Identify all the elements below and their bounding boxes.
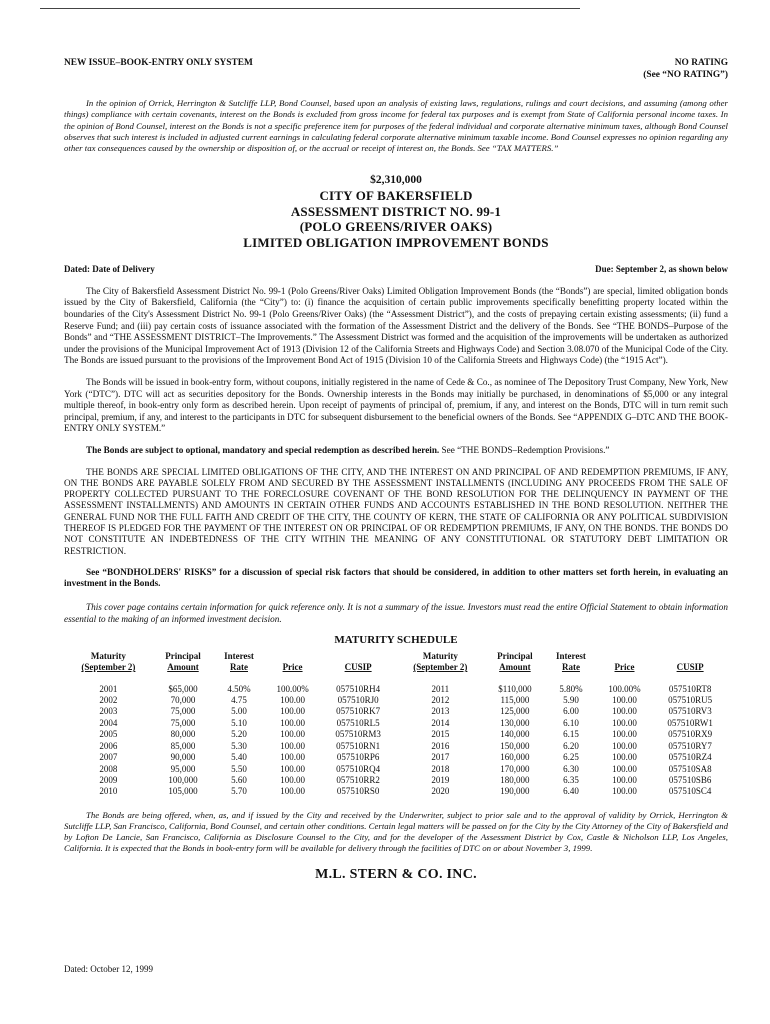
maturity-year: 2016	[431, 740, 450, 751]
table-header-row	[64, 651, 728, 674]
price: 100.00	[280, 774, 305, 785]
table-row	[64, 674, 728, 695]
price: 100.00	[280, 717, 305, 728]
cusip: 057510RY7	[668, 740, 712, 751]
purpose-paragraph: The City of Bakersfield Assessment District No. 99-1 (Polo Greens/River Oaks) Limited Obligation Improvement Bonds (the “Bonds”) are special, limited obligation bonds issued by the City of Bakersfield, California (the “City”) to: (i) finance the acquisition of certain public improvements specifically benefitting property located within the boundaries of the City's Assessment District No. 99-1 (Polo Greens/River Oaks) (the “Assessment District”), and the costs of prepaying certain existing assessments; (ii) fund a Reserve Fund; and (iii) pay certain costs of issuance associated with the formation of the Assessment District and the delivery of the Bonds. See “THE BONDS–Purpose of the Bonds” and “THE ASSESSMENT DISTRICT–The Improvements.” The Assessment District was formed and the acquisition of the improvements will be undertaken as authorized under the provisions of the Municipal Improvement Act of 1913 (Division 12 of the California Streets and Highways Code) and Section 3.08.070 of the Municipal Code of the City. The Bonds are issued pursuant to the provisions of the Improvement Bond Act of 1915 (Division 10 of the California Streets and Highways Code) (the “1915 Act”).	[64, 285, 728, 366]
principal-amount: 95,000	[170, 763, 196, 774]
rating-reference: (See “NO RATING”)	[643, 69, 728, 80]
principal-amount: 150,000	[500, 740, 530, 751]
interest-rate: 6.20	[563, 740, 579, 751]
col-maturity: Maturity (September 2)	[81, 650, 136, 673]
principal-amount: 140,000	[500, 729, 530, 740]
col-price: Price	[282, 662, 303, 673]
interest-rate: 6.00	[563, 706, 579, 717]
issue-header	[64, 58, 728, 81]
limited-obligation-paragraph: THE BONDS ARE SPECIAL LIMITED OBLIGATIONS OF THE CITY, AND THE INTEREST ON AND PRINCIPAL OF AND REDEMPTION PREMIUMS, IF ANY, ON THE BONDS ARE PAYABLE SOLELY FROM AND SECURED BY THE ASSESSMENT INSTALLMENTS (INCLUDING ANY PROCEEDS FROM THE SALE OF PROPERTY COLLECTED PURSUANT TO THE FORECLOSURE COVENANT OF THE BOND RESOLUTION FOR THE DELINQUENCY IN PAYMENT OF THE ASSESSMENT INSTALLMENTS) AND AMOUNTS IN CERTAIN OTHER FUNDS AND ACCOUNTS ESTABLISHED IN THE BOND RESOLUTION. NEITHER THE GENERAL FUND NOR THE FULL FAITH AND CREDIT OF THE CITY, THE COUNTY OF KERN, THE STATE OF CALIFORNIA OR ANY POLITICAL SUBDIVISION THEREOF IS PLEDGED FOR THE PAYMENT OF THE INTEREST ON OR PRINCIPAL OF OR REDEMPTION PREMIUMS, IF ANY, ON THE BONDS. THE BONDS DO NOT CONSTITUTE AN INDEBTEDNESS OF THE CITY WITHIN THE MEANING OF ANY CONSTITUTIONAL OR STATUTORY DEBT LIMITATION OR RESTRICTION.	[64, 466, 728, 556]
price: 100.00	[612, 695, 637, 706]
principal-amount: 75,000	[170, 706, 196, 717]
bond-title	[64, 173, 728, 250]
cusip: 057510RV3	[668, 706, 712, 717]
maturity-schedule-title: MATURITY SCHEDULE	[334, 634, 458, 647]
table-row	[64, 695, 728, 706]
tax-opinion: In the opinion of Orrick, Herrington & Sutcliffe LLP, Bond Counsel, based upon an analysis of existing laws, regulations, rulings and court decisions, and assuming (among other things) compliance with certain covenants, interest on the Bonds is excluded from gross income for federal tax purposes and is exempt from State of California personal income taxes. In the opinion of Bond Counsel, interest on the Bonds is not a specific preference item for purposes of the federal individual and corporate alternative minimum taxes, although Bond Counsel observes that such interest is included in adjusted current earnings in calculating federal corporate alternative minimum taxable income. Bond Counsel expresses no opinion regarding any other tax consequences caused by the ownership or disposition of, or the accrual or receipt of interest on, the Bonds. See “TAX MATTERS.”	[64, 98, 728, 153]
risk-paragraph: See “BONDHOLDERS' RISKS” for a discussion of special risk factors that should be considered, in addition to other matters set forth herein, in evaluating an investment in the Bonds.	[64, 566, 728, 589]
table-row	[64, 718, 728, 729]
issue-type: NEW ISSUE–BOOK-ENTRY ONLY SYSTEM	[64, 58, 253, 68]
district-subtitle: (POLO GREENS/RIVER OAKS)	[299, 219, 493, 235]
price: 100.00%	[276, 683, 309, 694]
cusip: 057510RN1	[336, 740, 381, 751]
maturity-year: 2017	[431, 752, 450, 763]
price: 100.00	[280, 752, 305, 763]
cusip: 057510RK7	[336, 706, 381, 717]
interest-rate: 5.10	[231, 717, 247, 728]
price: 100.00	[612, 740, 637, 751]
price: 100.00	[612, 763, 637, 774]
interest-rate: 6.30	[563, 763, 579, 774]
maturity-year: 2014	[431, 717, 450, 728]
maturity-year: 2010	[99, 786, 118, 797]
maturity-year: 2004	[99, 717, 118, 728]
table-row	[64, 775, 728, 786]
interest-rate: 5.90	[563, 695, 579, 706]
maturity-year: 2018	[431, 763, 450, 774]
cusip: 057510SB6	[668, 774, 712, 785]
due-date: Due: September 2, as shown below	[595, 264, 728, 275]
cusip: 057510SC4	[668, 786, 712, 797]
dates-row	[64, 264, 728, 276]
col-maturity-2: Maturity (September 2)	[413, 650, 468, 673]
cusip: 057510RS0	[336, 786, 380, 797]
interest-rate: 5.70	[231, 786, 247, 797]
cusip: 057510RJ0	[337, 695, 379, 706]
price: 100.00	[280, 740, 305, 751]
principal-amount: 115,000	[500, 695, 530, 706]
maturity-year: 2012	[431, 695, 450, 706]
rating-block	[643, 58, 728, 81]
maturity-year: 2001	[99, 683, 118, 694]
col-interest-2: Interest Rate	[556, 650, 586, 673]
cusip: 057510RQ4	[336, 763, 381, 774]
maturity-year: 2005	[99, 729, 118, 740]
principal-amount: 160,000	[500, 752, 530, 763]
maturity-schedule-table	[64, 651, 728, 798]
table-row	[64, 706, 728, 717]
redemption-paragraph	[64, 445, 728, 457]
principal-amount: 80,000	[170, 729, 196, 740]
table-row	[64, 786, 728, 797]
interest-rate: 5.00	[231, 706, 247, 717]
principal-amount: $65,000	[168, 683, 198, 694]
maturity-year: 2015	[431, 729, 450, 740]
maturity-year: 2003	[99, 706, 118, 717]
table-row	[64, 729, 728, 740]
bond-amount: $2,310,000	[370, 174, 422, 187]
price: 100.00%	[608, 683, 641, 694]
price: 100.00	[612, 729, 637, 740]
price: 100.00	[280, 729, 305, 740]
principal-amount: 100,000	[168, 774, 198, 785]
price: 100.00	[612, 752, 637, 763]
col-cusip: CUSIP	[344, 662, 372, 673]
interest-rate: 4.50%	[227, 683, 251, 694]
col-cusip-2: CUSIP	[676, 662, 704, 673]
principal-amount: 190,000	[500, 786, 530, 797]
cusip: 057510RU5	[668, 695, 713, 706]
cusip: 057510RR2	[336, 774, 380, 785]
table-row	[64, 741, 728, 752]
principal-amount: 180,000	[500, 774, 530, 785]
interest-rate: 6.15	[563, 729, 579, 740]
principal-amount: $110,000	[498, 683, 532, 694]
price: 100.00	[612, 786, 637, 797]
col-principal-2: Principal Amount	[497, 650, 533, 673]
top-rule	[40, 8, 580, 9]
table-row	[64, 764, 728, 775]
issuer-name: CITY OF BAKERSFIELD	[319, 188, 473, 204]
interest-rate: 6.25	[563, 752, 579, 763]
interest-rate: 5.50	[231, 763, 247, 774]
cusip: 057510RX9	[668, 729, 713, 740]
maturity-year: 2008	[99, 763, 118, 774]
rating-label: NO RATING	[674, 58, 728, 68]
cusip: 057510SA8	[668, 763, 712, 774]
cover-page	[64, 58, 728, 880]
price: 100.00	[280, 786, 305, 797]
interest-rate: 5.80%	[559, 683, 583, 694]
offering-paragraph: The Bonds are being offered, when, as, and if issued by the City and received by the Underwriter, subject to prior sale and to the approval of validity by Orrick, Herrington & Sutcliffe LLP, San Francisco, California, Bond Counsel, and certain other conditions. Certain legal matters will be passed on for the City by the City Attorney of the City of Bakersfield and by Lofton De Lancie, San Francisco, California as Disclosure Counsel to the City, and for the developer of the Assessment District by Cox, Castle & Nicholson LLP, Los Angeles, California. It is expected that the Bonds in book-entry form will be available for delivery through the facilities of DTC on or about November 3, 1999.	[64, 809, 728, 854]
interest-rate: 5.40	[231, 752, 247, 763]
principal-amount: 85,000	[170, 740, 196, 751]
col-interest: Interest Rate	[224, 650, 254, 673]
cusip: 057510RH4	[336, 683, 381, 694]
cusip: 057510RZ4	[668, 752, 712, 763]
price: 100.00	[280, 695, 305, 706]
maturity-year: 2007	[99, 752, 118, 763]
document-date: Dated: October 12, 1999	[64, 964, 153, 974]
interest-rate: 6.35	[563, 774, 579, 785]
cusip: 057510RP6	[336, 752, 380, 763]
price: 100.00	[280, 706, 305, 717]
interest-rate: 5.30	[231, 740, 247, 751]
maturity-year: 2006	[99, 740, 118, 751]
interest-rate: 4.75	[231, 695, 247, 706]
cover-page-notice: This cover page contains certain information for quick reference only. It is not a summary of the issue. Investors must read the entire Official Statement to obtain information essential to the making of an informed investment decision.	[64, 602, 728, 624]
redemption-reference: See “THE BONDS–Redemption Provisions.”	[439, 444, 610, 455]
principal-amount: 90,000	[170, 752, 196, 763]
maturity-year: 2013	[431, 706, 450, 717]
price: 100.00	[612, 774, 637, 785]
redemption-bold: The Bonds are subject to optional, mandatory and special redemption as described herein.	[86, 444, 440, 455]
principal-amount: 70,000	[170, 695, 196, 706]
principal-amount: 130,000	[500, 717, 530, 728]
maturity-year: 2020	[431, 786, 450, 797]
principal-amount: 75,000	[170, 717, 196, 728]
maturity-year: 2002	[99, 695, 118, 706]
col-principal: Principal Amount	[165, 650, 201, 673]
col-price-2: Price	[614, 662, 635, 673]
principal-amount: 105,000	[168, 786, 198, 797]
cusip: 057510RM3	[335, 729, 381, 740]
cusip: 057510RL5	[336, 717, 380, 728]
principal-amount: 170,000	[500, 763, 530, 774]
maturity-year: 2011	[431, 683, 450, 694]
underwriter-name: M.L. STERN & CO. INC.	[315, 866, 477, 882]
interest-rate: 6.10	[563, 717, 579, 728]
maturity-year: 2019	[431, 774, 450, 785]
price: 100.00	[612, 717, 637, 728]
interest-rate: 5.60	[231, 774, 247, 785]
interest-rate: 5.20	[231, 729, 247, 740]
bond-type: LIMITED OBLIGATION IMPROVEMENT BONDS	[243, 234, 549, 250]
maturity-year: 2009	[99, 774, 118, 785]
table-row	[64, 752, 728, 763]
interest-rate: 6.40	[563, 786, 579, 797]
price: 100.00	[280, 763, 305, 774]
principal-amount: 125,000	[500, 706, 530, 717]
cusip: 057510RT8	[668, 683, 712, 694]
price: 100.00	[612, 706, 637, 717]
dated-date: Dated: Date of Delivery	[64, 264, 155, 275]
district-name: ASSESSMENT DISTRICT NO. 99-1	[290, 203, 502, 219]
cusip: 057510RW1	[667, 717, 713, 728]
book-entry-paragraph: The Bonds will be issued in book-entry form, without coupons, initially registered in the name of Cede & Co., as nominee of The Depository Trust Company, New York, New York (“DTC”). DTC will act as securities depository for the Bonds. Ownership interests in the Bonds may initially be purchased, in denominations of $5,000 or any integral multiple thereof, in book-entry only form as described herein. Upon receipt of payments of principal of, premium, if any, and interest on the Bonds, DTC will in turn remit such principal, premium, if any, and interest to the participants in DTC for subsequent disbursement to the beneficial owners of the Bonds. See “APPENDIX G–DTC AND THE BOOK-ENTRY ONLY SYSTEM.”	[64, 376, 728, 434]
